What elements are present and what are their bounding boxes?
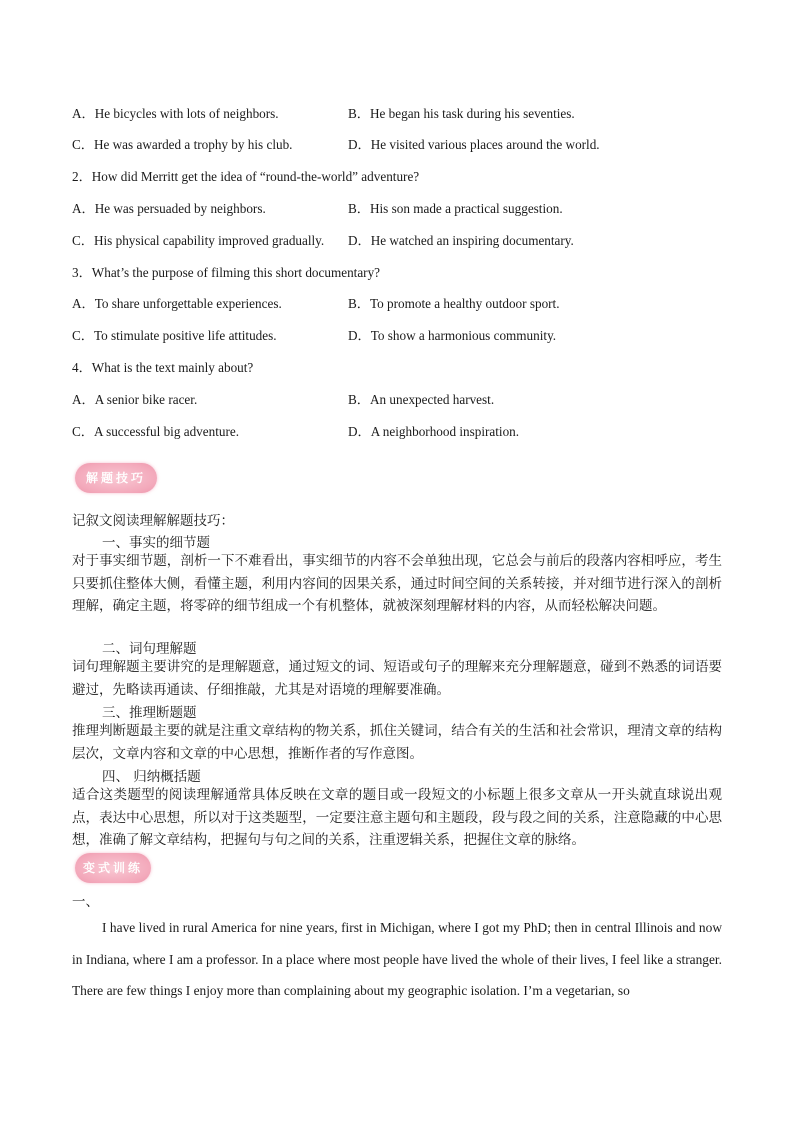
option-text: He visited various places around the world. xyxy=(370,137,600,152)
tips-heading-4: 四、 归纳概括题 xyxy=(102,769,201,785)
option-text: To share unforgettable experiences. xyxy=(94,296,282,311)
option-letter: C． xyxy=(72,328,94,343)
q4-option-b xyxy=(348,389,494,408)
passage-text xyxy=(72,912,722,1007)
tips-heading-1: 一、事实的细节题 xyxy=(102,535,210,551)
q4-option-a xyxy=(72,389,197,408)
option-letter: B． xyxy=(348,296,370,311)
option-text: A neighborhood inspiration. xyxy=(370,424,520,439)
q2-stem: 2．How did Merritt get the idea of “round-the-world” adventure? xyxy=(72,169,420,184)
option-letter: B． xyxy=(348,106,370,121)
q1-option-c xyxy=(72,134,292,153)
q4-option-d xyxy=(348,421,519,440)
option-text: He bicycles with lots of neighbors. xyxy=(94,106,279,121)
option-text: To promote a healthy outdoor sport. xyxy=(369,296,560,311)
option-text: His physical capability improved gradually. xyxy=(93,233,325,248)
option-text: He watched an inspiring documentary. xyxy=(370,233,574,248)
tips-heading-3: 三、推理断题题 xyxy=(102,705,197,721)
q3-option-b xyxy=(348,293,560,312)
q3-option-a xyxy=(72,293,282,312)
option-letter: D． xyxy=(348,424,371,439)
tips-heading-2: 二、词句理解题 xyxy=(102,641,197,657)
option-letter: A． xyxy=(72,392,95,407)
option-letter: B． xyxy=(348,392,370,407)
q3-option-c xyxy=(72,325,277,344)
option-letter: D． xyxy=(348,328,371,343)
q2-option-a xyxy=(72,198,266,217)
option-letter: C． xyxy=(72,137,94,152)
option-text: His son made a practical suggestion. xyxy=(369,201,563,216)
q3-option-d xyxy=(348,325,556,344)
q4-option-c xyxy=(72,421,239,440)
option-text: To stimulate positive life attitudes. xyxy=(93,328,277,343)
q4-stem: 4．What is the text mainly about? xyxy=(72,360,254,375)
option-text: He was awarded a trophy by his club. xyxy=(93,137,293,152)
option-text: A successful big adventure. xyxy=(93,424,240,439)
option-letter: A． xyxy=(72,201,95,216)
tips-paragraph-3: 推理判断题最主要的就是注重文章结构的物关系，抓住关键词，结合有关的生活和社会常识，理清文章的结构层次，文章内容和文章的中心思想，推断作者的写作意图。 xyxy=(72,723,722,762)
option-letter: D． xyxy=(348,233,371,248)
option-text: An unexpected harvest. xyxy=(369,392,495,407)
passage-body: I have lived in rural America for nine years, first in Michigan, where I got my PhD; then in central Illinois and now in Indiana, where I am a professor. In a place where most people have lived the whole of their lives, I feel like a stranger. There are few things I enjoy more than complaining about my geographic isolation. I’m a vegetarian, so xyxy=(72,920,722,998)
option-text: He was persuaded by neighbors. xyxy=(94,201,266,216)
option-letter: B． xyxy=(348,201,370,216)
tips-paragraph-2: 词句理解题主要讲究的是理解题意，通过短文的词、短语或句子的理解来充分理解题意，碰到不熟悉的词语要避过，先略读再通读、仔细推敲，尤其是对语境的理解要准确。 xyxy=(72,659,722,698)
option-letter: C． xyxy=(72,233,94,248)
q3-stem: 3．What’s the purpose of filming this short documentary? xyxy=(72,265,381,280)
tips-paragraph-4: 适合这类题型的阅读理解通常具体反映在文章的题目或一段短文的小标题上很多文章从一开头就直球说出观点，表达中心思想，所以对于这类题型，一定要注意主题句和主题段，段与段之间的关系，注意隐藏的中心思想，准确了解文章结构，把握句与句之间的关系，注重逻辑关系，把握住文章的脉络。 xyxy=(72,787,722,848)
option-letter: C． xyxy=(72,424,94,439)
q2-option-d xyxy=(348,230,574,249)
option-text: To show a harmonious community. xyxy=(370,328,557,343)
option-letter: D． xyxy=(348,137,371,152)
q1-option-a xyxy=(72,103,279,122)
q2-option-b xyxy=(348,198,563,217)
option-letter: A． xyxy=(72,296,95,311)
section-badge-tips: 解题技巧 xyxy=(75,463,157,493)
q1-option-b xyxy=(348,103,575,122)
section-number: 一、 xyxy=(72,894,99,910)
option-text: He began his task during his seventies. xyxy=(369,106,575,121)
tips-paragraph-1: 对于事实细节题，剖析一下不难看出，事实细节的内容不会单独出现，它总会与前后的段落内容相呼应，考生只要抓住整体大侧，看懂主题，利用内容间的因果关系，通过时间空间的关系转接，并对细节进行深入的剖析理解，确定主题，将零碎的细节组成一个有机整体，就被深刻理解材料的内容，从而轻松解决问题。 xyxy=(72,553,722,614)
q1-option-d xyxy=(348,134,600,153)
tips-intro: 记叙文阅读理解解题技巧： xyxy=(72,513,234,529)
option-text: A senior bike racer. xyxy=(94,392,198,407)
q2-option-c xyxy=(72,230,324,249)
option-letter: A． xyxy=(72,106,95,121)
section-badge-practice: 变式训练 xyxy=(75,853,151,883)
